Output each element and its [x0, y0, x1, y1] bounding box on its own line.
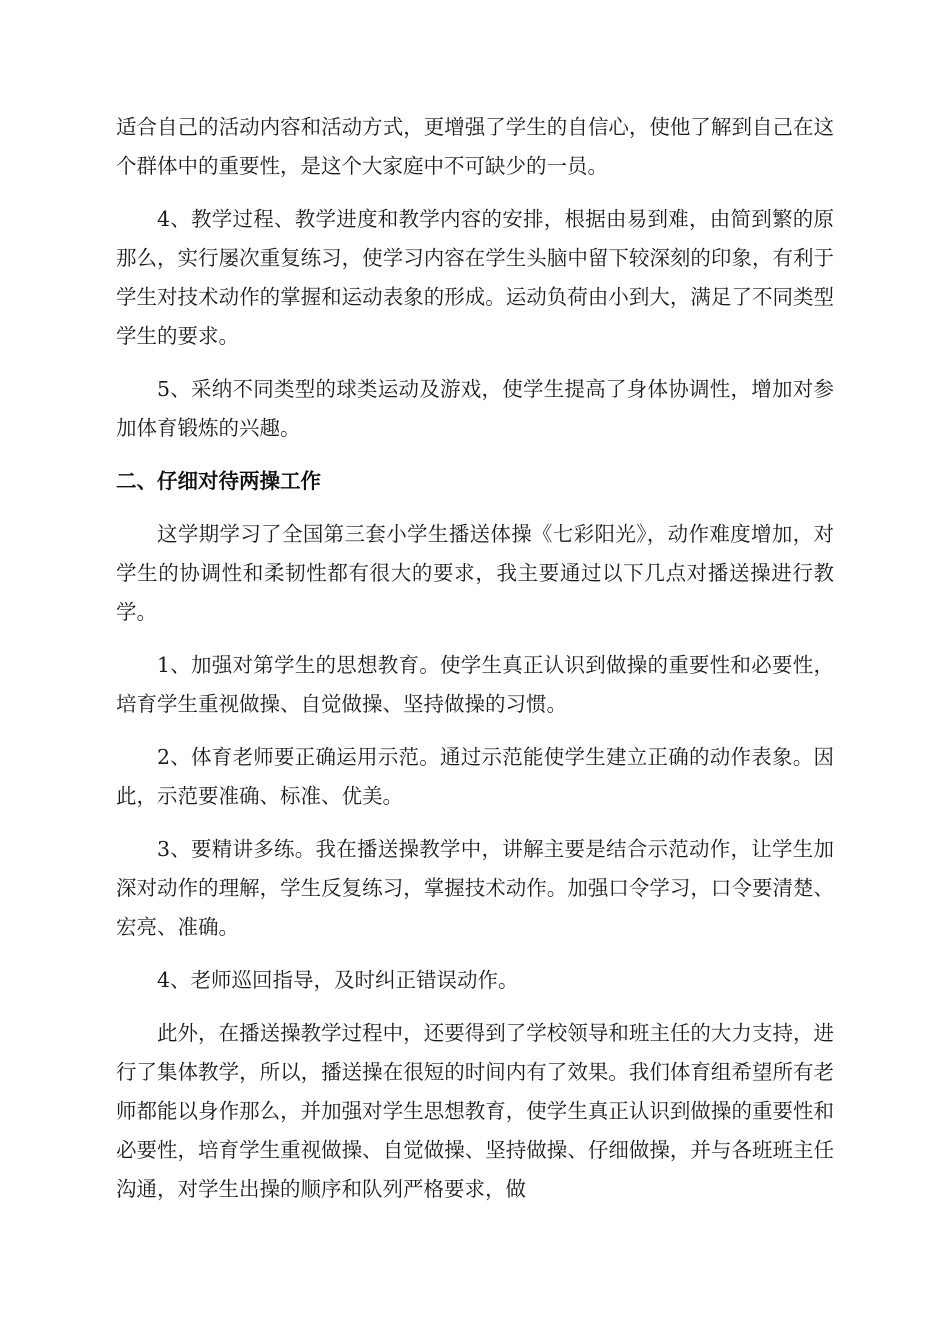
section-heading: 二、仔细对待两操工作 [116, 469, 321, 493]
paragraph-item-4: 4、教学过程、教学进度和教学内容的安排，根据由易到难，由简到繁的原那么，实行屡次重复练习，使学习内容在学生头脑中留下较深刻的印象，有利于学生对技术动作的掌握和运动表象的形成。运动负荷由小到大，满足了不同类型学生的要求。 [116, 207, 834, 348]
paragraph-point-2: 2、体育老师要正确运用示范。通过示范能使学生建立正确的动作表象。因此，示范要准确、标准、优美。 [116, 745, 834, 808]
paragraph-continuation: 适合自己的活动内容和活动方式，更增强了学生的自信心，使他了解到自己在这个群体中的重要性，是这个大家庭中不可缺少的一员。 [116, 115, 834, 178]
paragraph-intro: 这学期学习了全国第三套小学生播送体操《七彩阳光》，动作难度增加，对学生的协调性和柔韧性都有很大的要求，我主要通过以下几点对播送操进行教学。 [116, 522, 834, 624]
document-body [116, 108, 834, 1223]
paragraph-item-5: 5、采纳不同类型的球类运动及游戏，使学生提高了身体协调性，增加对参加体育锻炼的兴趣。 [116, 377, 834, 440]
paragraph-point-1: 1、加强对第学生的思想教育。使学生真正认识到做操的重要性和必要性，培育学生重视做操、自觉做操、坚持做操的习惯。 [116, 653, 834, 716]
paragraph-point-3: 3、要精讲多练。我在播送操教学中，讲解主要是结合示范动作，让学生加深对动作的理解，学生反复练习，掌握技术动作。加强口令学习，口令要清楚、宏亮、准确。 [116, 837, 834, 939]
paragraph-conclusion: 此外，在播送操教学过程中，还要得到了学校领导和班主任的大力支持，进行了集体教学，所以，播送操在很短的时间内有了效果。我们体育组希望所有老师都能以身作那么，并加强对学生思想教育，使学生真正认识到做操的重要性和必要性，培育学生重视做操、自觉做操、坚持做操、仔细做操，并与各班班主任沟通，对学生出操的顺序和队列严格要求，做 [116, 1021, 834, 1201]
paragraph-point-4: 4、老师巡回指导，及时纠正错误动作。 [157, 968, 519, 992]
